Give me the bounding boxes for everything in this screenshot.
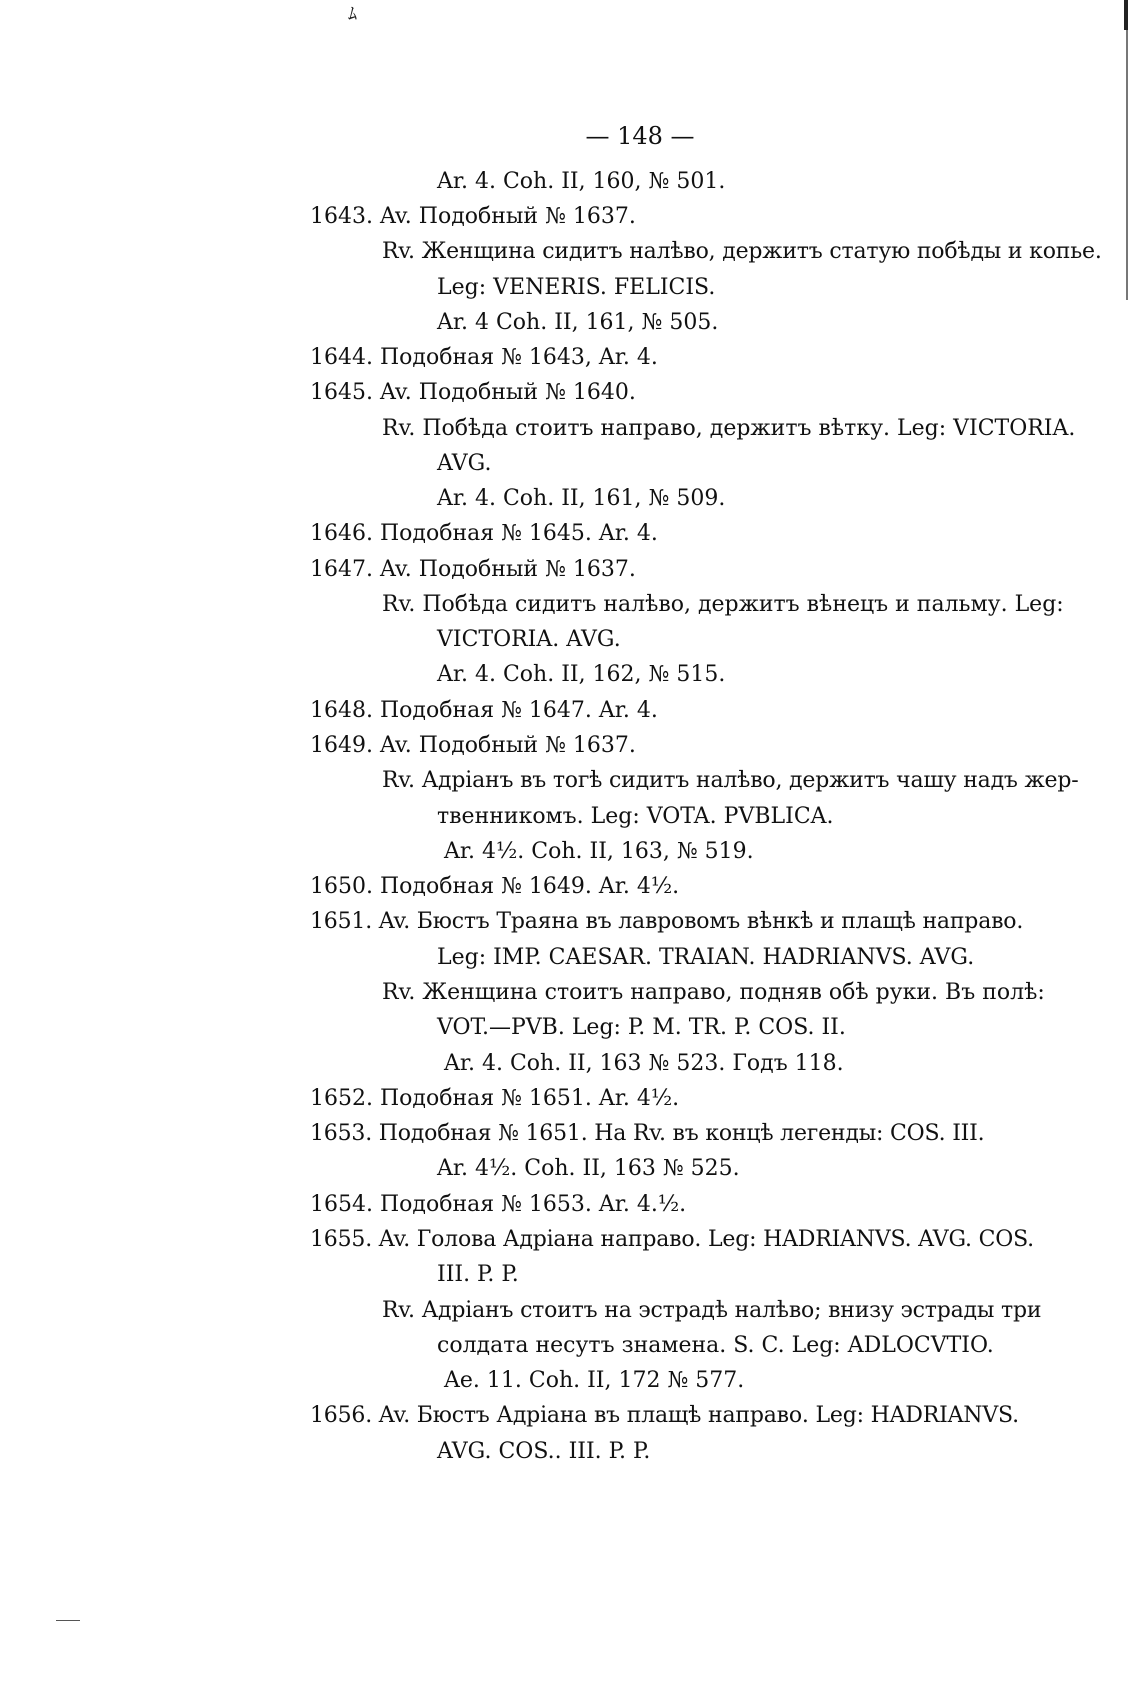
text-line: 1656. Av. Бюстъ Адріана въ плащѣ направо. Leg: HADRIANVS. xyxy=(310,1403,1019,1428)
text-line: Rv. Адріанъ стоитъ на эстрадѣ налѣво; внизу эстрады три xyxy=(382,1298,1042,1323)
text-line: твенникомъ. Leg: VOTA. PVBLICA. xyxy=(437,804,834,829)
text-line: Rv. Адріанъ въ тогѣ сидитъ налѣво, держитъ чашу надъ жер- xyxy=(382,768,1079,793)
text-line: Rv. Побѣда сидитъ налѣво, держитъ вѣнецъ и пальму. Leg: xyxy=(382,592,1064,617)
text-line: 1643. Av. Подобный № 1637. xyxy=(310,204,636,229)
text-line: 1645. Av. Подобный № 1640. xyxy=(310,380,636,405)
text-line: III. P. P. xyxy=(437,1262,519,1287)
text-line: 1650. Подобная № 1649. Ar. 4½. xyxy=(310,874,680,899)
text-line: AVG. COS.. III. P. P. xyxy=(437,1439,651,1464)
text-line: VOT.—PVB. Leg: P. M. TR. P. COS. II. xyxy=(437,1015,846,1040)
text-line: Rv. Женщина сидитъ налѣво, держитъ статую побѣды и копье. xyxy=(382,239,1102,264)
text-line: 1644. Подобная № 1643, Ar. 4. xyxy=(310,345,658,370)
text-line: Leg: VENERIS. FELICIS. xyxy=(437,275,716,300)
text-line: 1653. Подобная № 1651. На Rv. въ концѣ легенды: COS. III. xyxy=(310,1121,985,1146)
text-line: Ar. 4½. Coh. II, 163 № 525. xyxy=(437,1156,740,1181)
text-line: Ar. 4. Coh. II, 162, № 515. xyxy=(437,662,726,687)
text-line: солдата несутъ знамена. S. C. Leg: ADLOCVTIO. xyxy=(437,1333,994,1358)
text-line: 1652. Подобная № 1651. Ar. 4½. xyxy=(310,1086,680,1111)
page-edge-mark xyxy=(1124,0,1128,30)
text-line: Ar. 4. Coh. II, 163 № 523. Годъ 118. xyxy=(444,1051,844,1076)
text-line: AVG. xyxy=(437,451,492,476)
text-line: Ar. 4 Coh. II, 161, № 505. xyxy=(437,310,719,335)
text-line: 1646. Подобная № 1645. Ar. 4. xyxy=(310,521,658,546)
text-line: Ae. 11. Coh. II, 172 № 577. xyxy=(444,1368,745,1393)
text-line: 1655. Av. Голова Адріана направо. Leg: HADRIANVS. AVG. COS. xyxy=(310,1227,1034,1252)
print-mark: ﾑ xyxy=(348,4,357,25)
text-line: 1651. Av. Бюстъ Траяна въ лавровомъ вѣнкѣ и плащѣ направо. xyxy=(310,909,1024,934)
margin-dash xyxy=(56,1620,80,1621)
text-line: 1648. Подобная № 1647. Ar. 4. xyxy=(310,698,658,723)
text-line: Rv. Побѣда стоитъ направо, держитъ вѣтку. Leg: VICTORIA. xyxy=(382,416,1076,441)
text-line: 1647. Av. Подобный № 1637. xyxy=(310,557,636,582)
text-line: Ar. 4½. Coh. II, 163, № 519. xyxy=(444,839,754,864)
text-line: 1649. Av. Подобный № 1637. xyxy=(310,733,636,758)
text-line: Ar. 4. Coh. II, 160, № 501. xyxy=(437,169,726,194)
text-line: VICTORIA. AVG. xyxy=(437,627,621,652)
text-line: 1654. Подобная № 1653. Ar. 4.½. xyxy=(310,1192,687,1217)
text-line: Rv. Женщина стоитъ направо, подняв обѣ руки. Въ полѣ: xyxy=(382,980,1045,1005)
page-edge-line xyxy=(1126,0,1128,300)
text-line: Ar. 4. Coh. II, 161, № 509. xyxy=(437,486,726,511)
text-line: Leg: IMP. CAESAR. TRAIAN. HADRIANVS. AVG. xyxy=(437,945,975,970)
page-number: — 148 — xyxy=(585,122,695,150)
